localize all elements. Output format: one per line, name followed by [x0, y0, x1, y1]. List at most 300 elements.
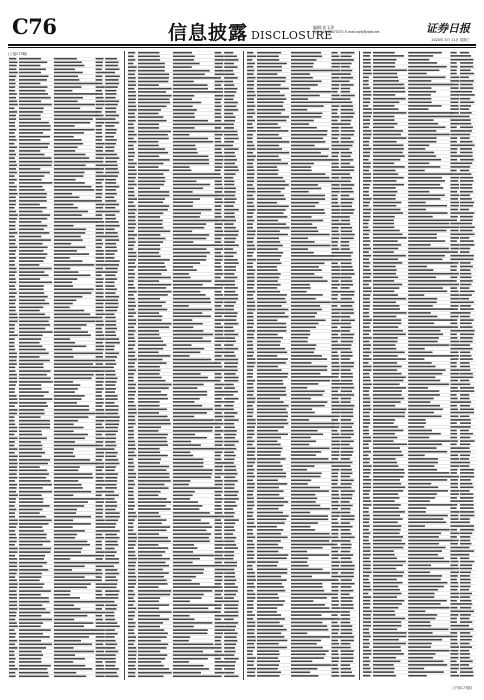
text-line	[128, 590, 134, 592]
text-line	[105, 636, 115, 638]
text-line	[54, 526, 73, 528]
text-line	[331, 561, 340, 563]
text-line	[450, 603, 460, 605]
text-line	[173, 551, 193, 553]
text-line	[9, 193, 18, 195]
text-line	[408, 362, 432, 364]
text-line	[257, 138, 282, 140]
text-line	[257, 266, 277, 268]
text-line	[450, 422, 456, 424]
text-line	[54, 118, 93, 120]
text-line	[291, 618, 333, 620]
text-line	[173, 120, 208, 122]
text-line	[138, 512, 159, 514]
text-line	[291, 73, 310, 75]
text-line	[105, 143, 116, 145]
text-line	[173, 241, 194, 243]
text-line	[128, 305, 136, 307]
text-line	[215, 398, 222, 400]
text-line	[54, 398, 82, 400]
text-line	[138, 127, 159, 129]
text-line	[138, 99, 169, 101]
text-line	[341, 498, 352, 500]
text-line	[19, 165, 52, 167]
text-line	[224, 170, 239, 172]
text-line	[19, 289, 44, 291]
text-line	[363, 98, 371, 100]
text-line	[19, 505, 50, 507]
text-line	[224, 181, 234, 183]
text-line	[138, 387, 169, 389]
text-line	[54, 534, 77, 536]
text-line	[9, 452, 15, 454]
text-line	[257, 238, 279, 240]
text-line	[128, 273, 135, 275]
text-line	[173, 658, 208, 660]
text-line	[96, 360, 106, 362]
text-line	[105, 434, 116, 436]
text-line	[460, 187, 472, 189]
text-line	[331, 277, 340, 279]
text-line	[96, 356, 103, 358]
text-line	[363, 366, 372, 368]
text-line	[215, 181, 222, 183]
text-line	[105, 654, 116, 656]
text-line	[138, 102, 170, 104]
text-line	[9, 165, 17, 167]
text-line	[173, 359, 211, 361]
text-line	[19, 374, 47, 376]
text-line	[291, 476, 321, 478]
text-line	[128, 604, 134, 606]
text-line	[9, 438, 18, 440]
text-line	[363, 184, 370, 186]
text-line	[19, 420, 50, 422]
text-line	[105, 338, 119, 340]
text-line	[138, 234, 160, 236]
text-line	[173, 427, 213, 429]
text-line	[96, 569, 102, 571]
table-column-2	[127, 51, 240, 680]
text-line	[215, 138, 222, 140]
text-line	[363, 294, 371, 296]
text-line	[54, 285, 73, 287]
text-line	[138, 541, 171, 543]
text-line	[9, 405, 15, 407]
text-line	[257, 284, 281, 286]
text-line	[19, 413, 45, 415]
text-line	[173, 477, 211, 479]
text-line	[373, 455, 403, 457]
text-line	[291, 188, 321, 190]
text-line	[19, 445, 42, 447]
text-line	[373, 540, 402, 542]
text-line	[54, 658, 85, 660]
text-line	[224, 198, 236, 200]
text-line	[341, 298, 352, 300]
text-line	[247, 337, 254, 339]
text-line	[331, 177, 339, 179]
text-line	[224, 373, 235, 375]
text-line	[138, 248, 160, 250]
text-line	[247, 227, 253, 229]
text-line	[128, 409, 136, 411]
text-line	[173, 252, 210, 254]
text-line	[247, 245, 255, 247]
text-line	[257, 629, 287, 631]
text-line	[460, 493, 473, 495]
text-line	[450, 87, 458, 89]
text-line	[96, 104, 105, 106]
text-line	[138, 619, 169, 621]
text-line	[331, 529, 338, 531]
text-line	[331, 480, 338, 482]
text-line	[450, 632, 457, 634]
text-line	[138, 195, 170, 197]
text-line	[247, 320, 254, 322]
text-line	[54, 165, 86, 167]
text-line	[373, 497, 400, 499]
text-line	[373, 98, 406, 100]
text-line	[105, 665, 115, 667]
text-line	[215, 633, 223, 635]
text-line	[341, 241, 350, 243]
text-line	[96, 317, 103, 319]
text-line	[331, 369, 339, 371]
text-line	[173, 452, 191, 454]
text-line	[9, 668, 18, 670]
text-line	[96, 62, 103, 64]
text-line	[215, 262, 221, 264]
text-line	[105, 402, 114, 404]
text-line	[19, 530, 44, 532]
text-line	[257, 473, 286, 475]
text-line	[19, 391, 49, 393]
text-line	[257, 522, 285, 524]
text-line	[291, 515, 328, 517]
text-line	[224, 658, 239, 660]
text-line	[138, 241, 163, 243]
text-line	[128, 102, 136, 104]
text-line	[460, 184, 472, 186]
text-line	[341, 416, 354, 418]
text-line	[450, 469, 457, 471]
text-line	[450, 330, 460, 332]
text-line	[341, 462, 353, 464]
text-line	[19, 72, 41, 74]
text-line	[257, 255, 282, 257]
text-line	[54, 182, 85, 184]
text-line	[460, 166, 470, 168]
text-line	[291, 241, 315, 243]
text-line	[19, 470, 47, 472]
text-line	[9, 520, 18, 522]
text-line	[9, 268, 17, 270]
text-line	[54, 431, 74, 433]
text-line	[291, 490, 329, 492]
text-line	[128, 198, 137, 200]
text-line	[224, 231, 239, 233]
text-line	[54, 573, 98, 575]
text-line	[363, 73, 372, 75]
text-line	[105, 594, 118, 596]
text-line	[215, 676, 222, 678]
text-line	[291, 544, 334, 546]
text-line	[257, 454, 281, 456]
text-line	[460, 355, 471, 357]
text-line	[291, 302, 331, 304]
text-line	[363, 554, 371, 556]
text-line	[224, 423, 234, 425]
text-line	[19, 353, 49, 355]
text-line	[224, 505, 237, 507]
text-line	[247, 266, 253, 268]
text-line	[19, 676, 49, 678]
text-line	[450, 554, 460, 556]
text-line	[331, 98, 341, 100]
text-line	[257, 664, 279, 666]
text-line	[257, 234, 288, 236]
text-line	[138, 70, 165, 72]
text-line	[105, 139, 117, 141]
text-line	[460, 269, 470, 271]
text-line	[257, 551, 279, 553]
text-line	[19, 111, 43, 113]
text-line	[291, 177, 330, 179]
text-line	[450, 94, 459, 96]
text-line	[128, 615, 135, 617]
text-line	[450, 636, 457, 638]
text-line	[247, 401, 255, 403]
text-line	[291, 312, 317, 314]
text-line	[224, 120, 235, 122]
text-line	[128, 280, 134, 282]
masthead	[8, 0, 476, 44]
text-line	[257, 95, 285, 97]
text-line	[128, 148, 134, 150]
text-line	[460, 529, 474, 531]
text-line	[408, 187, 443, 189]
text-line	[373, 653, 404, 655]
text-line	[138, 661, 161, 663]
text-line	[450, 137, 457, 139]
text-line	[408, 447, 436, 449]
text-line	[373, 469, 404, 471]
text-line	[408, 66, 447, 68]
text-line	[460, 398, 470, 400]
text-line	[224, 156, 235, 158]
text-line	[291, 269, 322, 271]
text-line	[373, 362, 397, 364]
text-line	[450, 366, 456, 368]
text-line	[9, 83, 16, 85]
text-line	[138, 444, 168, 446]
text-line	[9, 271, 17, 273]
text-line	[128, 116, 135, 118]
text-line	[257, 248, 278, 250]
text-line	[173, 434, 195, 436]
text-line	[291, 52, 321, 54]
text-line	[215, 604, 222, 606]
text-line	[173, 480, 191, 482]
text-line	[9, 480, 15, 482]
text-line	[341, 526, 353, 528]
text-line	[331, 59, 341, 61]
text-line	[96, 236, 106, 238]
text-line	[105, 132, 116, 134]
text-line	[450, 600, 457, 602]
text-line	[363, 216, 371, 218]
text-line	[96, 282, 104, 284]
text-line	[373, 451, 402, 453]
text-line	[19, 590, 51, 592]
text-line	[363, 472, 371, 474]
text-line	[9, 363, 17, 365]
text-line	[257, 209, 286, 211]
text-line	[19, 398, 52, 400]
text-line	[138, 177, 165, 179]
text-line	[54, 268, 70, 270]
text-line	[257, 465, 283, 467]
text-line	[408, 323, 434, 325]
text-line	[450, 650, 458, 652]
text-line	[341, 512, 351, 514]
text-line	[215, 477, 221, 479]
text-line	[291, 284, 310, 286]
text-line	[9, 583, 18, 585]
text-line	[291, 607, 330, 609]
text-line	[331, 579, 338, 581]
text-line	[363, 462, 370, 464]
text-line	[173, 184, 210, 186]
text-line	[96, 182, 102, 184]
text-line	[224, 238, 236, 240]
text-line	[291, 554, 329, 556]
text-line	[54, 676, 86, 678]
text-line	[460, 130, 472, 132]
text-line	[105, 470, 115, 472]
text-line	[257, 558, 287, 560]
text-line	[224, 362, 238, 364]
text-line	[341, 405, 355, 407]
text-line	[460, 352, 470, 354]
text-line	[224, 138, 239, 140]
text-line	[96, 505, 103, 507]
text-line	[450, 177, 459, 179]
text-line	[54, 509, 77, 511]
text-line	[96, 601, 106, 603]
text-line	[54, 136, 74, 138]
text-line	[408, 493, 437, 495]
text-line	[215, 52, 222, 54]
text-line	[341, 191, 354, 193]
text-line	[341, 334, 355, 336]
text-line	[291, 287, 311, 289]
text-line	[224, 416, 234, 418]
text-line	[215, 462, 225, 464]
text-line	[105, 247, 117, 249]
text-line	[363, 476, 369, 478]
text-line	[408, 522, 446, 524]
text-line	[19, 562, 47, 564]
text-line	[19, 402, 47, 404]
text-line	[341, 84, 354, 86]
text-line	[247, 508, 253, 510]
text-line	[138, 277, 171, 279]
text-line	[105, 569, 117, 571]
text-line	[247, 330, 255, 332]
text-line	[96, 353, 103, 355]
text-line	[341, 95, 355, 97]
text-line	[138, 188, 160, 190]
text-line	[138, 423, 171, 425]
text-line	[138, 159, 170, 161]
text-line	[363, 240, 371, 242]
text-line	[96, 175, 106, 177]
text-line	[19, 200, 47, 202]
text-line	[450, 323, 457, 325]
text-line	[408, 198, 440, 200]
text-line	[224, 551, 234, 553]
text-line	[331, 88, 339, 90]
text-line	[224, 597, 234, 599]
text-line	[291, 309, 322, 311]
text-line	[291, 255, 335, 257]
text-line	[173, 344, 192, 346]
text-line	[138, 66, 165, 68]
text-line	[363, 195, 369, 197]
text-line	[138, 555, 162, 557]
text-line	[215, 622, 225, 624]
text-line	[460, 646, 472, 648]
text-line	[373, 344, 396, 346]
text-line	[138, 166, 159, 168]
text-line	[54, 65, 85, 67]
text-line	[19, 651, 42, 653]
text-line	[105, 154, 117, 156]
text-line	[128, 252, 136, 254]
text-line	[331, 298, 337, 300]
text-line	[215, 565, 225, 567]
text-line	[19, 136, 50, 138]
text-line	[450, 130, 460, 132]
text-line	[105, 378, 117, 380]
text-line	[291, 636, 330, 638]
text-line	[138, 220, 163, 222]
text-line	[19, 619, 52, 621]
text-line	[257, 409, 286, 411]
text-line	[54, 562, 97, 564]
text-line	[450, 216, 457, 218]
text-line	[138, 273, 162, 275]
text-line	[128, 170, 137, 172]
text-line	[138, 547, 168, 549]
text-line	[257, 173, 278, 175]
text-line	[215, 473, 224, 475]
text-line	[257, 622, 280, 624]
text-line	[96, 438, 105, 440]
text-line	[247, 116, 253, 118]
text-line	[331, 501, 338, 503]
text-line	[460, 330, 475, 332]
text-line	[291, 444, 309, 446]
text-line	[224, 654, 234, 656]
text-line	[96, 335, 105, 337]
text-line	[247, 633, 254, 635]
text-line	[450, 255, 460, 257]
text-line	[128, 586, 135, 588]
text-line	[247, 59, 253, 61]
